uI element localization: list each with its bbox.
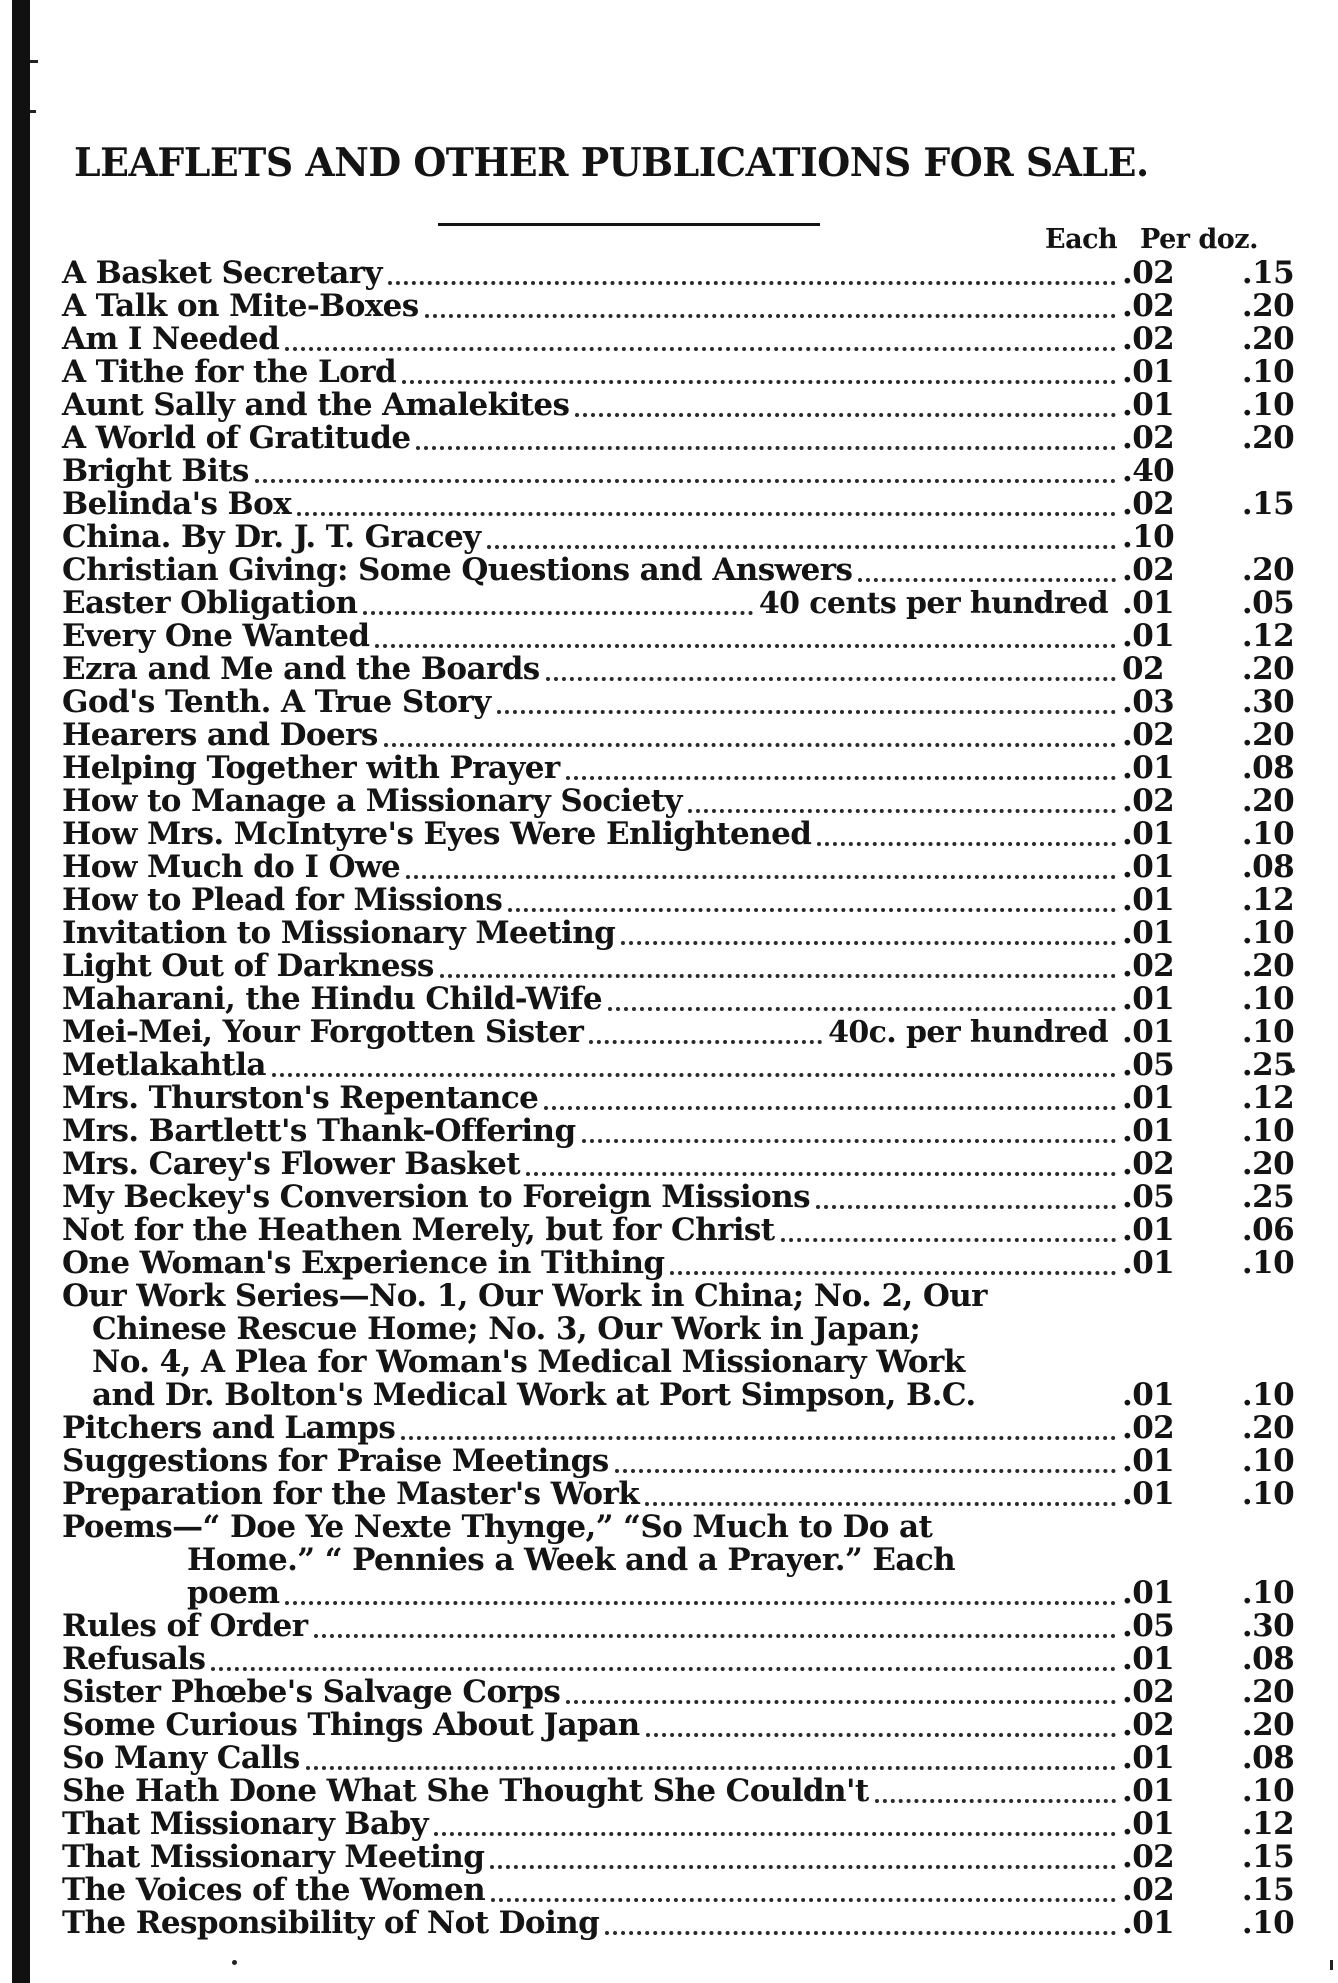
list-item (62, 1577, 1308, 1610)
price-each: .01 (1122, 1806, 1175, 1842)
price-per-dozen: .30 (1241, 684, 1295, 720)
price-per-dozen: .10 (1241, 1113, 1295, 1149)
scan-mark (30, 110, 36, 113)
dot-leader (589, 1040, 822, 1044)
entry-title: That Missionary Meeting (62, 1839, 485, 1875)
price-per-dozen: .15 (1241, 486, 1295, 522)
entry-title: Bright Bits (62, 453, 249, 489)
price-each: .02 (1122, 552, 1175, 588)
entry-title: God's Tenth. A True Story (62, 684, 491, 720)
list-item (62, 620, 1308, 653)
price-each: .05 (1122, 1179, 1175, 1215)
entry-title: How Much do I Owe (62, 849, 401, 885)
price-each: .01 (1122, 1245, 1175, 1281)
column-header-each: Each (1045, 224, 1118, 255)
entry-title: Rules of Order (62, 1608, 308, 1644)
entry-title: The Responsibility of Not Doing (62, 1905, 600, 1941)
list-item (62, 1214, 1308, 1247)
entry-title: How to Manage a Missionary Society (62, 783, 682, 819)
entry-title: My Beckey's Conversion to Foreign Missions (62, 1179, 810, 1215)
entry-title: Am I Needed (62, 321, 280, 357)
list-item (62, 554, 1308, 587)
dot-leader (615, 1469, 1116, 1473)
dot-leader (406, 875, 1116, 879)
list-item (62, 1643, 1308, 1676)
list-item (62, 488, 1308, 521)
list-item (62, 1379, 1308, 1412)
price-each: .02 (1122, 321, 1175, 357)
entry-title: A Talk on Mite-Boxes (62, 288, 419, 324)
price-per-dozen: .06 (1241, 1212, 1295, 1248)
publication-list (62, 257, 1308, 1940)
dot-leader (544, 1106, 1116, 1110)
list-item (62, 1808, 1308, 1841)
entry-title-line: Our Work Series—No. 1, Our Work in China; No. 2, Our (62, 1280, 987, 1313)
entry-title: Every One Wanted (62, 618, 370, 654)
price-each: .02 (1122, 948, 1175, 984)
price-per-dozen: .10 (1241, 1245, 1295, 1281)
list-item (62, 1610, 1308, 1643)
entry-title: China. By Dr. J. T. Gracey (62, 519, 481, 555)
entry-title: Maharani, the Hindu Child-Wife (62, 981, 603, 1017)
price-per-dozen: .10 (1241, 1443, 1295, 1479)
price-per-dozen: .10 (1241, 1905, 1295, 1941)
dot-leader (255, 479, 1116, 483)
entry-title: Helping Together with Prayer (62, 750, 560, 786)
price-each: .01 (1122, 618, 1175, 654)
entry-title: How Mrs. McIntyre's Eyes Were Enlightened (62, 816, 812, 852)
price-per-dozen: .20 (1241, 1146, 1295, 1182)
list-item (62, 686, 1308, 719)
price-each: .02 (1122, 420, 1175, 456)
entry-title: Invitation to Missionary Meeting (62, 915, 616, 951)
dot-leader (306, 1766, 1116, 1770)
entry-title: Sister Phœbe's Salvage Corps (62, 1674, 561, 1710)
dot-leader (285, 347, 1116, 351)
list-item (62, 818, 1308, 851)
price-each: .01 (1122, 1080, 1175, 1116)
entry-title: Light Out of Darkness (62, 948, 434, 984)
price-per-dozen: .15 (1241, 1872, 1295, 1908)
dot-leader (508, 908, 1116, 912)
price-each: .02 (1122, 1839, 1175, 1875)
price-per-dozen: .15 (1241, 255, 1295, 291)
price-per-dozen: .10 (1241, 1773, 1295, 1809)
price-each: .02 (1122, 783, 1175, 819)
list-item (62, 1445, 1308, 1478)
price-each: .01 (1122, 1575, 1175, 1611)
price-per-dozen: .25 (1241, 1179, 1295, 1215)
dot-leader (781, 1238, 1116, 1242)
dot-leader (621, 941, 1116, 945)
dot-leader (526, 1172, 1116, 1176)
price-each: .02 (1122, 1410, 1175, 1446)
dot-leader (440, 974, 1116, 978)
list-item (62, 1478, 1308, 1511)
dot-leader (314, 1634, 1116, 1638)
list-item (62, 1016, 1308, 1049)
price-each: .01 (1122, 1443, 1175, 1479)
entry-title-line: Home.” “ Pennies a Week and a Prayer.” Each (187, 1544, 956, 1577)
entry-title: So Many Calls (62, 1740, 300, 1776)
entry-title-line: Chinese Rescue Home; No. 3, Our Work in Japan; (92, 1313, 921, 1346)
list-item (62, 356, 1308, 389)
price-per-dozen: .08 (1241, 1641, 1295, 1677)
dot-leader (434, 1832, 1116, 1836)
entry-title: Mrs. Carey's Flower Basket (62, 1146, 520, 1182)
entry-title-line: poem (187, 1575, 280, 1611)
price-each: .01 (1122, 1740, 1175, 1776)
dot-leader (491, 1898, 1116, 1902)
price-per-dozen: .20 (1241, 1707, 1295, 1743)
list-item (62, 1247, 1308, 1280)
dot-leader (817, 842, 1116, 846)
price-each: .01 (1122, 1905, 1175, 1941)
price-each: .01 (1122, 915, 1175, 951)
price-each: 02 (1122, 651, 1164, 687)
dot-leader (384, 743, 1116, 747)
entry-title: Refusals (62, 1641, 206, 1677)
price-each: .01 (1122, 882, 1175, 918)
price-per-dozen: .10 (1241, 1014, 1295, 1050)
page-title: LEAFLETS AND OTHER PUBLICATIONS FOR SALE. (74, 140, 1149, 186)
entry-title: Easter Obligation (62, 585, 358, 621)
price-per-dozen: .10 (1241, 387, 1295, 423)
dot-leader (575, 413, 1116, 417)
entry-title: The Voices of the Women (62, 1872, 486, 1908)
list-item (62, 1115, 1308, 1148)
price-each: .05 (1122, 1608, 1175, 1644)
price-each: .01 (1122, 816, 1175, 852)
entry-title: A World of Gratitude (62, 420, 411, 456)
per-hundred-rate: 40c. per hundred (828, 1015, 1108, 1050)
dot-leader (375, 644, 1116, 648)
list-item (62, 1775, 1308, 1808)
entry-title: A Basket Secretary (62, 255, 382, 291)
entry-title-line: Poems—“ Doe Ye Nexte Thynge,” “So Much to Do at (62, 1511, 933, 1544)
list-item (62, 752, 1308, 785)
list-item (62, 521, 1308, 554)
title-rule (438, 223, 820, 226)
price-per-dozen: .05 (1241, 585, 1295, 621)
dot-leader (566, 776, 1116, 780)
list-item (62, 1841, 1308, 1874)
price-each: .01 (1122, 1476, 1175, 1512)
list-item (62, 323, 1308, 356)
price-per-dozen: .25 (1241, 1047, 1295, 1083)
entry-title-line: No. 4, A Plea for Woman's Medical Missionary Work (92, 1346, 965, 1379)
dot-leader (487, 545, 1116, 549)
list-item (62, 587, 1308, 620)
entry-title: Belinda's Box (62, 486, 292, 522)
list-item (62, 917, 1308, 950)
price-each: .02 (1122, 1872, 1175, 1908)
price-per-dozen: .10 (1241, 915, 1295, 951)
publication-group (62, 257, 1308, 1280)
entry-title: Some Curious Things About Japan (62, 1707, 640, 1743)
price-per-dozen: .20 (1241, 321, 1295, 357)
entry-title: How to Plead for Missions (62, 882, 503, 918)
price-each: .01 (1122, 1113, 1175, 1149)
entry-title: Pitchers and Lamps (62, 1410, 396, 1446)
price-per-dozen: .10 (1241, 1377, 1295, 1413)
list-item (62, 785, 1308, 818)
price-each: .40 (1122, 453, 1175, 489)
publication-group (62, 1610, 1308, 1940)
price-each: .10 (1122, 519, 1175, 555)
dot-leader (211, 1667, 1116, 1671)
price-per-dozen: .12 (1241, 882, 1295, 918)
price-each: .01 (1122, 354, 1175, 390)
dot-leader (816, 1205, 1116, 1209)
list-item (62, 851, 1308, 884)
price-per-dozen: .12 (1241, 618, 1295, 654)
dot-leader (858, 578, 1116, 582)
list-item (62, 1181, 1308, 1214)
dot-leader (670, 1271, 1116, 1275)
entry-title: Christian Giving: Some Questions and Answers (62, 552, 853, 588)
publication-group (62, 1412, 1308, 1511)
work-series-entry (62, 1280, 1308, 1412)
dot-leader (416, 446, 1116, 450)
price-each: .02 (1122, 1146, 1175, 1182)
list-item (62, 1148, 1308, 1181)
list-item (62, 653, 1308, 686)
price-per-dozen: .08 (1241, 750, 1295, 786)
entry-title: That Missionary Baby (62, 1806, 428, 1842)
price-each: .01 (1122, 849, 1175, 885)
price-per-dozen: .10 (1241, 354, 1295, 390)
dot-leader (875, 1799, 1116, 1803)
price-each: .01 (1122, 1212, 1175, 1248)
list-item (62, 1742, 1308, 1775)
dot-leader (605, 1931, 1116, 1935)
list-item (62, 1412, 1308, 1445)
list-item (62, 290, 1308, 323)
price-each: .05 (1122, 1047, 1175, 1083)
dot-leader (688, 809, 1116, 813)
entry-title: One Woman's Experience in Tithing (62, 1245, 665, 1281)
page-binding-edge (12, 0, 30, 1983)
price-per-dozen: .12 (1241, 1080, 1295, 1116)
stray-dot (1330, 1960, 1333, 1970)
entry-title: Metlakahtla (62, 1047, 266, 1083)
stray-dot (232, 1960, 237, 1965)
price-each: .03 (1122, 684, 1175, 720)
price-per-dozen: .20 (1241, 783, 1295, 819)
list-item (62, 422, 1308, 455)
list-item (62, 1709, 1308, 1742)
list-item (62, 1907, 1308, 1940)
list-item (62, 1049, 1308, 1082)
entry-title: Mrs. Thurston's Repentance (62, 1080, 539, 1116)
price-per-dozen: .10 (1241, 1476, 1295, 1512)
price-per-dozen: .30 (1241, 1608, 1295, 1644)
list-item (62, 455, 1308, 488)
price-each: .01 (1122, 387, 1175, 423)
entry-title: Suggestions for Praise Meetings (62, 1443, 609, 1479)
list-item (62, 389, 1308, 422)
entry-title: Mei-Mei, Your Forgotten Sister (62, 1014, 584, 1050)
poems-entry (62, 1511, 1308, 1610)
dot-leader (566, 1700, 1116, 1704)
dot-leader (285, 1601, 1116, 1605)
dot-leader (645, 1502, 1116, 1506)
price-each: .01 (1122, 981, 1175, 1017)
price-per-dozen: .08 (1241, 1740, 1295, 1776)
dot-leader (490, 1865, 1116, 1869)
list-item (62, 257, 1308, 290)
entry-title: Mrs. Bartlett's Thank-Offering (62, 1113, 576, 1149)
entry-title: Aunt Sally and the Amalekites (62, 387, 570, 423)
scan-mark (30, 60, 38, 63)
price-each: .01 (1122, 750, 1175, 786)
price-each: .01 (1122, 1377, 1175, 1413)
price-each: .02 (1122, 1674, 1175, 1710)
price-each: .02 (1122, 1707, 1175, 1743)
price-per-dozen: .15 (1241, 1839, 1295, 1875)
dot-leader (388, 281, 1116, 285)
dot-leader (582, 1139, 1116, 1143)
list-item (62, 1082, 1308, 1115)
entry-title: A Tithe for the Lord (62, 354, 397, 390)
price-per-dozen: .08 (1241, 849, 1295, 885)
entry-title: She Hath Done What She Thought She Couldn't (62, 1773, 869, 1809)
list-item (62, 950, 1308, 983)
dot-leader (401, 1436, 1116, 1440)
entry-title-line: and Dr. Bolton's Medical Work at Port Simpson, B.C. (92, 1377, 976, 1413)
list-item (62, 884, 1308, 917)
price-each: .02 (1122, 486, 1175, 522)
entry-title: Ezra and Me and the Boards (62, 651, 540, 687)
price-each: .02 (1122, 255, 1175, 291)
price-per-dozen: .20 (1241, 420, 1295, 456)
entry-title: Hearers and Doers (62, 717, 378, 753)
per-hundred-rate: 40 cents per hundred (758, 586, 1108, 621)
price-per-dozen: .10 (1241, 1575, 1295, 1611)
price-each: .01 (1122, 1773, 1175, 1809)
price-per-dozen: .20 (1241, 552, 1295, 588)
price-each: .02 (1122, 288, 1175, 324)
list-item (62, 1676, 1308, 1709)
price-each: .02 (1122, 717, 1175, 753)
dot-leader (363, 611, 752, 615)
dot-leader (646, 1733, 1116, 1737)
price-per-dozen: .20 (1241, 1410, 1295, 1446)
list-item (62, 983, 1308, 1016)
dot-leader (297, 512, 1116, 516)
dot-leader (425, 314, 1116, 318)
dot-leader (272, 1073, 1116, 1077)
dot-leader (402, 380, 1116, 384)
entry-title: Not for the Heathen Merely, but for Christ (62, 1212, 775, 1248)
list-item (62, 719, 1308, 752)
dot-leader (546, 677, 1116, 681)
price-each: .01 (1122, 1641, 1175, 1677)
price-per-dozen: .10 (1241, 981, 1295, 1017)
price-per-dozen: .20 (1241, 717, 1295, 753)
price-per-dozen: .20 (1241, 1674, 1295, 1710)
price-each: .01 (1122, 1014, 1175, 1050)
price-per-dozen: .12 (1241, 1806, 1295, 1842)
entry-title: Preparation for the Master's Work (62, 1476, 640, 1512)
price-per-dozen: .20 (1241, 651, 1295, 687)
list-item (62, 1874, 1308, 1907)
price-per-dozen: .20 (1241, 288, 1295, 324)
price-per-dozen: .20 (1241, 948, 1295, 984)
price-each: .01 (1122, 585, 1175, 621)
price-per-dozen: .10 (1241, 816, 1295, 852)
dot-leader (497, 710, 1116, 714)
column-header-per-doz: Per doz. (1140, 224, 1259, 255)
dot-leader (608, 1007, 1116, 1011)
